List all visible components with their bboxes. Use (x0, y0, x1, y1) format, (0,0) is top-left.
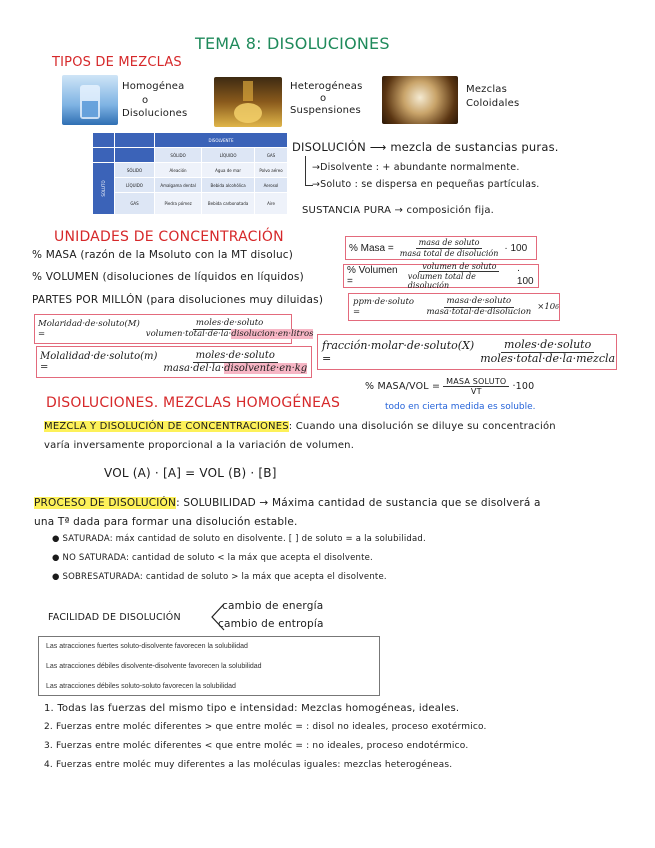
rule-item: 3. Fuerzas entre moléc diferentes < que entre moléc = : no ideales, proceso endotérmico. (44, 741, 469, 751)
soluto-text: Soluto : se dispersa en pequeñas partículas. (320, 179, 540, 190)
table-cell: Amalgama dental (155, 178, 202, 193)
formula-volumen-num: volumen de soluto (419, 262, 499, 272)
formula-molaridad-den-a: volumen·total·de·la· (145, 328, 232, 339)
heterogenea-photo (214, 77, 282, 127)
heterogenea-label-1: Heterogéneas (290, 81, 363, 92)
unidades-heading: UNIDADES DE CONCENTRACIÓN (54, 229, 284, 245)
table-cell: Aerosol (255, 178, 288, 193)
disolvente-line: →Disolvente : + abundante normalmente. (312, 162, 520, 173)
rule-item: 4. Fuerzas entre moléc muy diferentes a las moléculas iguales: mezclas heterogéneas. (44, 760, 453, 770)
facilidad-label: FACILIDAD DE DISOLUCIÓN (48, 612, 181, 623)
sustancia-pura-term: SUSTANCIA PURA (302, 205, 392, 216)
formula-molaridad (34, 314, 314, 344)
formula-volumen (343, 261, 539, 291)
disolucion-def-line (292, 140, 559, 154)
disolvente-text: Disolvente : + abundante normalmente. (320, 162, 520, 173)
sobresaturada-item (52, 572, 387, 582)
formula-masa-num: masa de soluto (416, 238, 483, 248)
mixtures-table (92, 132, 288, 215)
table-cell: Aleación (155, 163, 202, 178)
formula-masa-vol-num: MASA SOLUTO (443, 377, 509, 387)
saturada-text: SATURADA: máx cantidad de soluto en disolvente. [ ] de soluto = a la solubilidad. (62, 534, 426, 544)
table-row (93, 178, 288, 193)
formula-molalidad-den-a: masa·del·la· (163, 362, 225, 374)
table-col-header: SÓLIDO (155, 148, 202, 163)
formula-masa-vol-tail: ·100 (512, 381, 535, 393)
rule-item: 1. Todas las fuerzas del mismo tipo e intensidad: Mezclas homogéneas, ideales. (44, 703, 460, 714)
table-row-header: LÍQUIDO (115, 178, 155, 193)
table-cell: Piedra pómez (155, 193, 202, 215)
arrow-right-icon: → (394, 205, 407, 216)
rule-item: 2. Fuerzas entre moléc diferentes > que entre moléc = : disol no ideales, proceso exotérmico. (44, 722, 487, 732)
formula-molalidad-lhs: Molalidad·de·soluto(m) = (40, 351, 158, 373)
table-row-label: SOLUTO (101, 180, 106, 197)
bullet-icon: ● (52, 534, 60, 544)
formula-ppm-den: masa·total·de·disolucion (426, 306, 532, 317)
heterogenea-label-2: o (320, 93, 327, 104)
sustancia-pura-def: composición fija. (406, 205, 495, 216)
sobresaturada-text: SOBRESATURADA: cantidad de soluto > la máx que acepta el disolvente. (62, 572, 387, 582)
formula-molaridad-lhs: Molaridad·de·soluto(M) = (38, 319, 140, 339)
dilucion-term: MEZCLA Y DISOLUCIÓN DE CONCENTRACIONES (44, 421, 289, 432)
formula-masa (345, 236, 537, 260)
soluto-line: →Soluto : se dispersa en pequeñas partículas. (312, 179, 540, 190)
tipos-heading: TIPOS DE MEZCLAS (52, 55, 182, 70)
formula-ppm (348, 293, 560, 321)
formula-fraccion-num: moles·de·soluto (501, 339, 594, 353)
table-cell: Polvo aéreo (255, 163, 288, 178)
bullet-icon: ● (52, 572, 60, 582)
proceso-line-2: una Tª dada para formar una disolución estable. (34, 516, 298, 528)
proceso-text-1: : SOLUBILIDAD → Máxima cantidad de sustancia que se disolverá a (176, 497, 541, 509)
formula-masa-lhs: % Masa = (349, 242, 394, 254)
formula-molalidad-den-b: disolvente·en·kg (224, 362, 308, 374)
formula-volumen-lhs: % Volumen = (347, 265, 398, 287)
unidades-volumen: % VOLUMEN (disoluciones de líquidos en líquidos) (32, 271, 304, 283)
homogenea-label-1: Homogénea (122, 81, 185, 92)
homogeneas-heading: DISOLUCIONES. MEZCLAS HOMOGÉNEAS (46, 395, 341, 411)
formula-molalidad (36, 346, 312, 378)
nosaturada-item (52, 553, 373, 563)
attraction-item: Las atracciones fuertes soluto-disolvente favorecen la solubilidad (46, 643, 248, 650)
table-col-header: GAS (255, 148, 288, 163)
proceso-line-1 (34, 497, 541, 509)
formula-molaridad-den-b: disolucion·en·litros (231, 328, 314, 339)
bullet-icon: ● (52, 553, 60, 563)
facilidad-entropia: cambio de entropía (218, 618, 324, 630)
formula-ppm-tail: ×10 (537, 302, 556, 312)
formula-masa-tail: · 100 (504, 242, 528, 254)
homogenea-label-3: Disoluciones (122, 108, 188, 119)
formula-masa-vol-lhs: % MASA/VOL = (365, 381, 441, 393)
table-row-header: GAS (115, 193, 155, 215)
unidades-ppm: PARTES POR MILLÓN (para disoluciones muy diluidas) (32, 294, 324, 306)
coloidales-label-2: Coloidales (466, 98, 520, 109)
table-row (93, 163, 288, 178)
dilucion-line-2: varía inversamente proporcional a la variación de volumen. (44, 440, 355, 451)
formula-masa-vol-den: VT (470, 387, 482, 397)
formula-masa-den: masa total de disolución (399, 248, 499, 258)
formula-molalidad-num: moles·de·soluto (193, 350, 278, 363)
homogenea-photo (62, 75, 118, 125)
table-cell: Aire (255, 193, 288, 215)
unidades-masa: % MASA (razón de la Msoluto con la MT disoluc) (32, 249, 294, 261)
coloidales-photo (382, 76, 458, 124)
formula-ppm-exp: 6 (555, 303, 559, 311)
soluble-note: todo en cierta medida es soluble. (385, 402, 536, 412)
formula-molaridad-num: moles·de·soluto (193, 319, 266, 330)
dilucion-line-1 (44, 421, 556, 432)
facilidad-energia: cambio de energía (222, 600, 324, 612)
formula-fraccion-lhs: fracción·molar·de·soluto(X) = (322, 339, 475, 365)
formula-masa-vol (365, 377, 534, 396)
formula-volumen-tail: · 100 (516, 265, 534, 287)
formula-ppm-lhs: ppm·de·soluto = (353, 297, 415, 317)
attraction-item: Las atracciones débiles soluto-soluto favorecen la solubilidad (46, 683, 236, 690)
table-cell: Bebida alcohólica (202, 178, 255, 193)
formula-ppm-num: masa·de·soluto (444, 297, 515, 308)
table-col-header: LÍQUIDO (202, 148, 255, 163)
proceso-term: PROCESO DE DISOLUCIÓN (34, 497, 177, 509)
attraction-item: Las atracciones débiles disolvente-disolvente favorecen la solubilidad (46, 663, 262, 670)
table-row-header: SÓLIDO (115, 163, 155, 178)
table-cell: Agua de mar (202, 163, 255, 178)
saturada-item (52, 534, 426, 544)
dilucion-text-1: : Cuando una disolución se diluye su concentración (288, 421, 556, 432)
page-title: TEMA 8: DISOLUCIONES (195, 34, 390, 53)
formula-fraccion-molar (317, 334, 617, 370)
formula-fraccion-den: moles·total·de·la·mezcla (480, 351, 616, 365)
coloidales-label-1: Mezclas (466, 84, 508, 95)
arrow-right-icon: ⟶ (369, 140, 391, 154)
disolucion-definition: mezcla de sustancias puras. (390, 140, 559, 154)
formula-volumen-den: volumen total de disolución (407, 271, 476, 291)
dilucion-equation: VOL (A) · [A] = VOL (B) · [B] (104, 466, 277, 480)
table-cell: Bebida carbonatada (202, 193, 255, 215)
sustancia-pura-line (302, 205, 494, 216)
table-top-header: DISOLVENTE (155, 133, 288, 148)
table-row (93, 193, 288, 215)
disolucion-term: DISOLUCIÓN (292, 140, 366, 154)
homogenea-label-2: o (142, 95, 149, 106)
heterogenea-label-3: Suspensiones (290, 105, 361, 116)
nosaturada-text: NO SATURADA: cantidad de soluto < la máx que acepta el disolvente. (62, 553, 373, 563)
